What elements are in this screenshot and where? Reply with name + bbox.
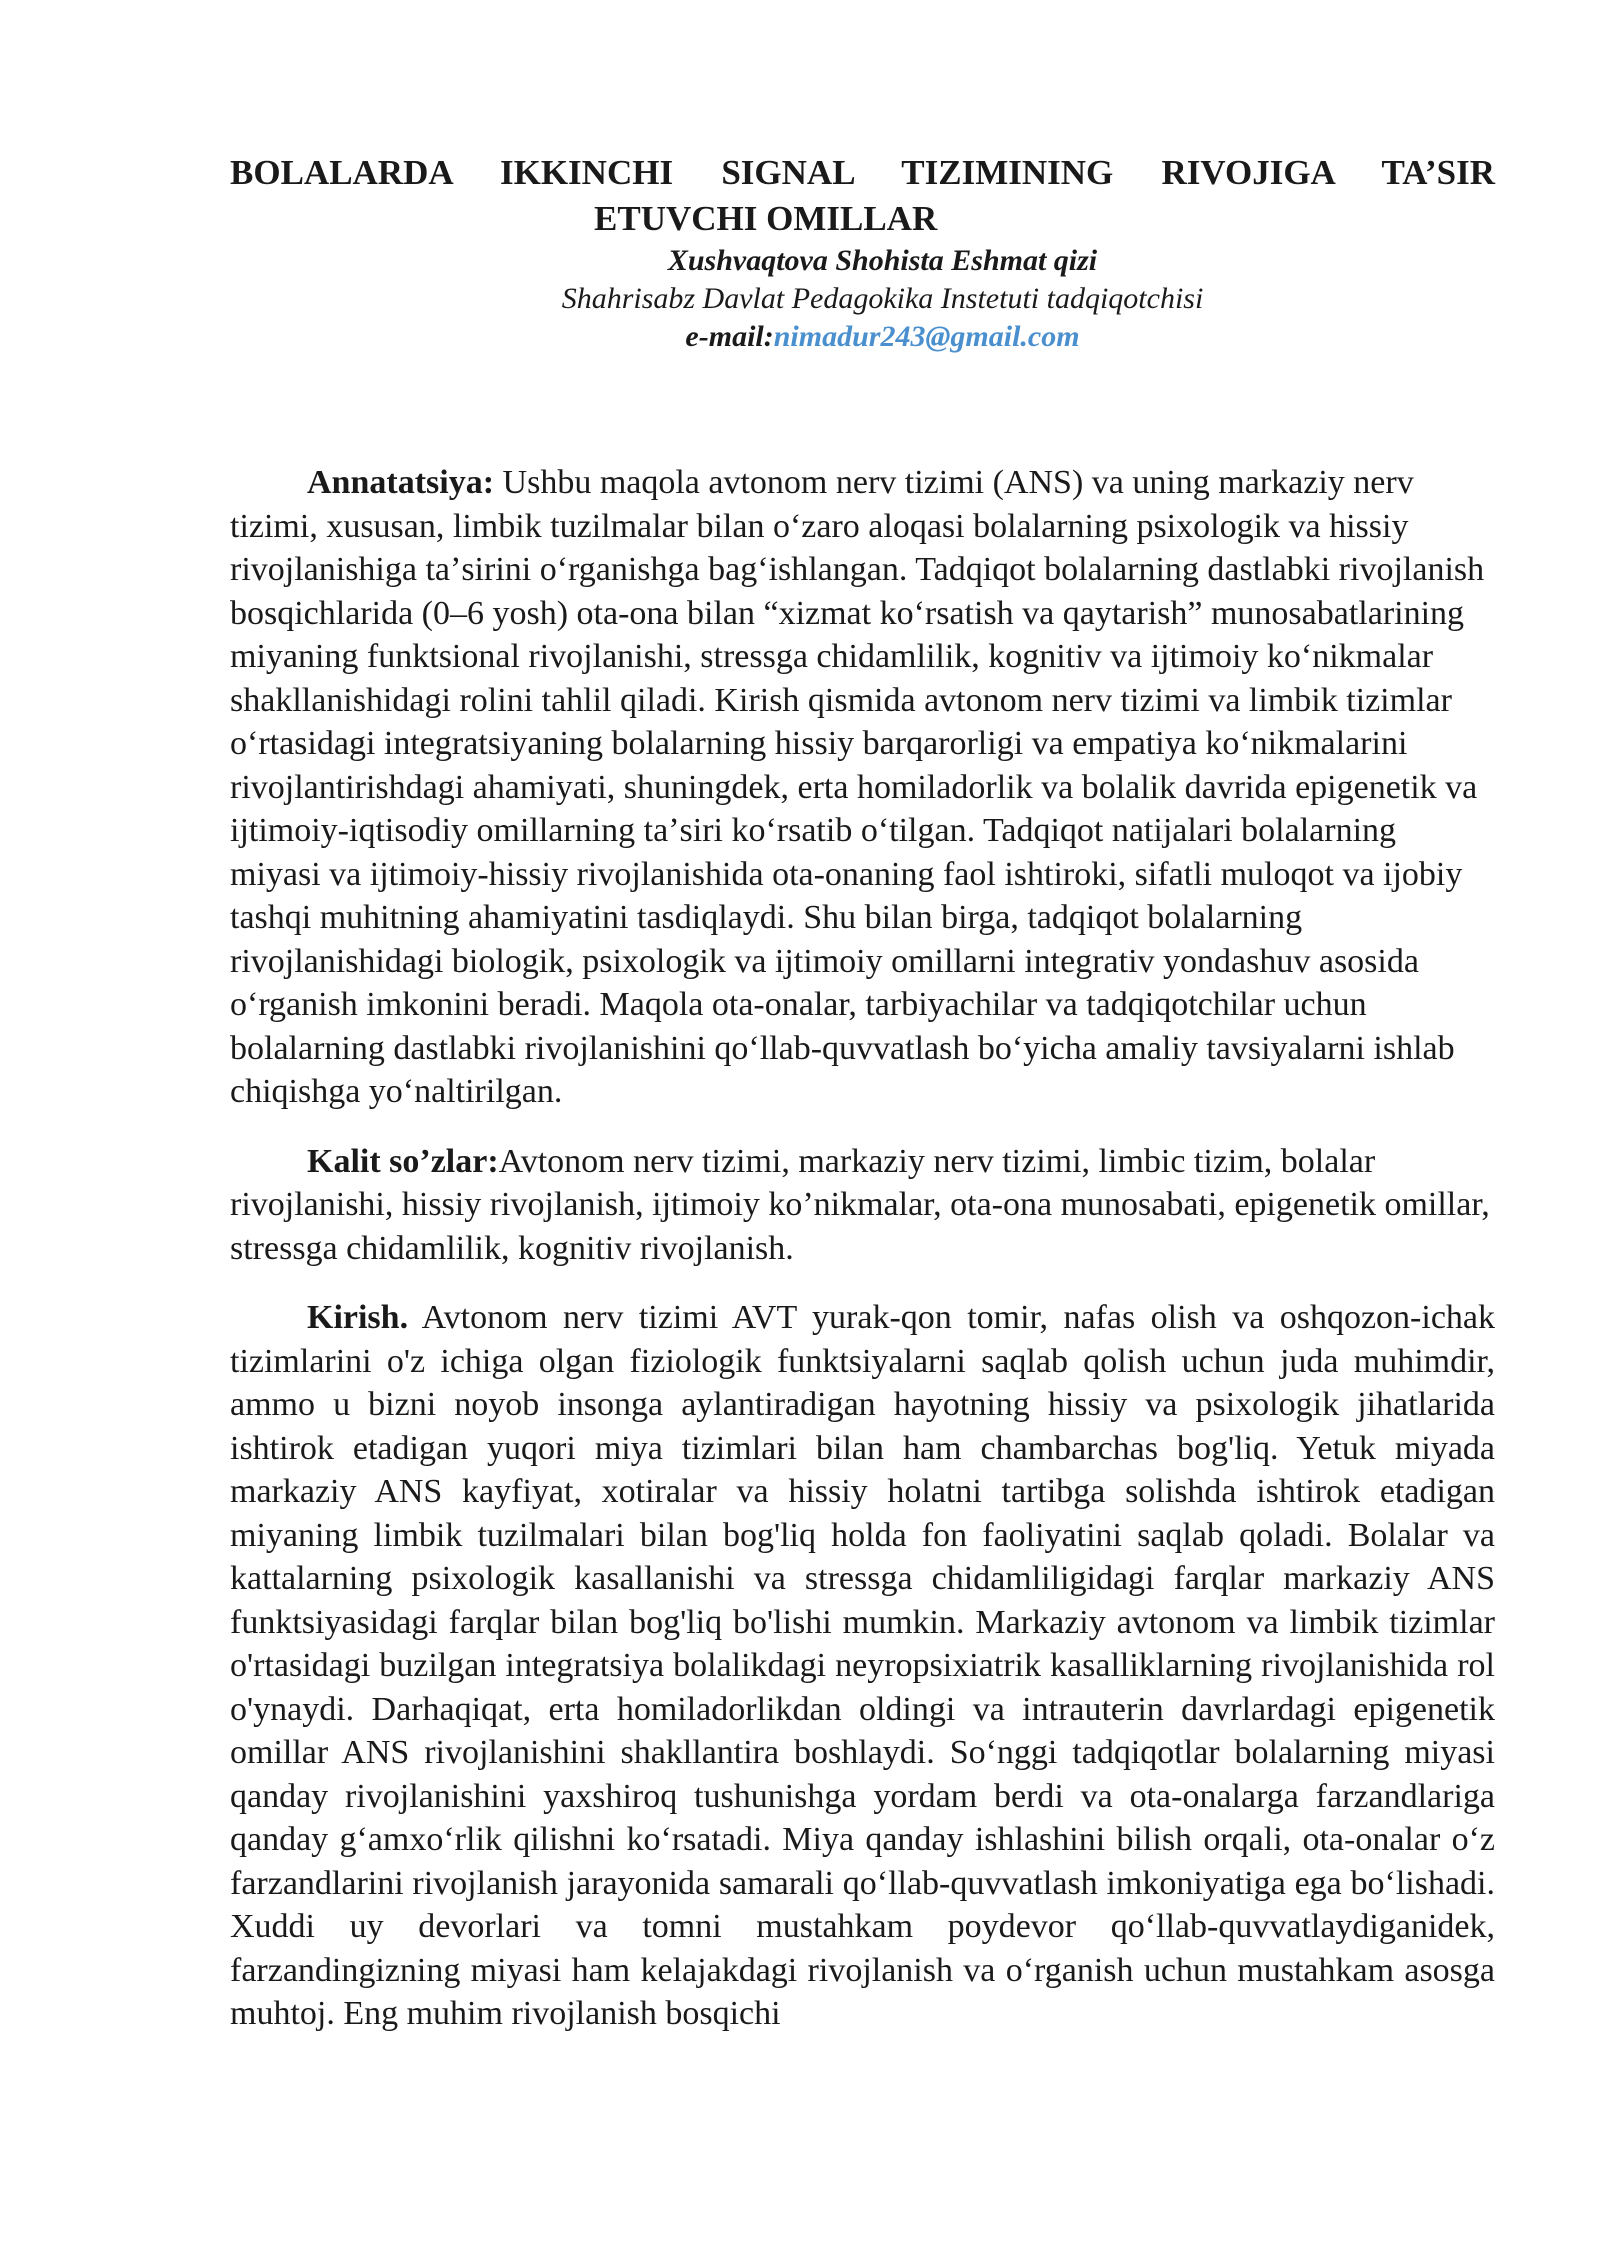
title-line-1: BOLALARDA IKKINCHI SIGNAL TIZIMINING RIVOJIGA TA’SIR	[230, 153, 1495, 192]
paper-page	[230, 150, 1495, 2036]
introduction-paragraph	[230, 1296, 1495, 2036]
author-email-line	[230, 318, 1495, 356]
keywords-text: Avtonom nerv tizimi, markaziy nerv tizimi, limbic tizim, bolalar rivojlanishi, hissiy rivojlanish, ijtimoiy ko’nikmalar, ota-ona munosabati, epigenetik omillar, stressga chidamlilik, kognitiv rivojlanish.	[230, 1142, 1490, 1267]
abstract-paragraph	[230, 461, 1495, 1114]
keywords-label: Kalit so’zlar:	[307, 1142, 499, 1180]
email-label: e-mail:	[685, 320, 774, 353]
keywords-paragraph	[230, 1140, 1495, 1271]
author-affiliation: Shahrisabz Davlat Pedagokika Instetuti tadqiqotchisi	[561, 282, 1204, 315]
abstract-label: Annatatsiya:	[307, 464, 495, 501]
abstract-text: Ushbu maqola avtonom nerv tizimi (ANS) va uning markaziy nerv tizimi, xususan, limbik tuzilmalar bilan oʻzaro aloqasi bolalarning psixologik va hissiy rivojlanishiga taʼsirini oʻrganishga bagʻishlangan. Tadqiqot bolalarning dastlabki rivojlanish bosqichlarida (0–6 yosh) ota-ona bilan “xizmat koʻrsatish va qaytarish” munosabatlarining miyaning funktsional rivojlanishi, stressga chidamlilik, kognitiv va ijtimoiy koʻnikmalar shakllanishidagi rolini tahlil qiladi. Kirish qismida avtonom nerv tizimi va limbik tizimlar oʻrtasidagi integratsiyaning bolalarning hissiy barqarorligi va empatiya koʻnikmalarini rivojlantirishdagi ahamiyati, shuningdek, erta homiladorlik va bolalik davrida epigenetik va ijtimoiy-iqtisodiy omillarning taʼsiri koʻrsatib oʻtilgan. Tadqiqot natijalari bolalarning miyasi va ijtimoiy-hissiy rivojlanishida ota-onaning faol ishtiroki, sifatli muloqot va ijobiy tashqi muhitning ahamiyatini tasdiqlaydi. Shu bilan birga, tadqiqot bolalarning rivojlanishidagi biologik, psixologik va ijtimoiy omillarni integrativ yondashuv asosida oʻrganish imkonini beradi. Maqola ota-onalar, tarbiyachilar va tadqiqotchilar uchun bolalarning dastlabki rivojlanishini qoʻllab-quvvatlash boʻyicha amaliy tavsiyalarni ishlab chiqishga yoʻnaltirilgan.	[230, 464, 1485, 1110]
author-name: Xushvaqtova Shohista Eshmat qizi	[667, 244, 1098, 277]
intro-label: Kirish.	[307, 1299, 409, 1336]
paper-title	[230, 150, 1495, 242]
title-line-2: ETUVCHI OMILLAR	[594, 199, 938, 238]
email-link[interactable]: nimadur243@gmail.com	[773, 320, 1080, 353]
intro-text: Avtonom nerv tizimi AVT yurak-qon tomir, nafas olish va oshqozon-ichak tizimlarini o'z ichiga olgan fiziologik funktsiyalarni saqlab qolish uchun juda muhimdir, ammo u bizni noyob insonga aylantiradigan hayotning hissiy va psixologik jihatlarida ishtirok etadigan yuqori miya tizimlari bilan ham chambarchas bog'liq. Yetuk miyada markaziy ANS kayfiyat, xotiralar va hissiy holatni tartibga solishda ishtirok etadigan miyaning limbik tuzilmalari bilan bog'liq holda fon faoliyatini saqlab qoladi. Bolalar va kattalarning psixologik kasallanishi va stressga chidamliligidagi farqlar markaziy ANS funktsiyasidagi farqlar bilan bog'liq bo'lishi mumkin. Markaziy avtonom va limbik tizimlar o'rtasidagi buzilgan integratsiya bolalikdagi neyropsixiatrik kasalliklarning rivojlanishida rol o'ynaydi. Darhaqiqat, erta homiladorlikdan oldingi va intrauterin davrlardagi epigenetik omillar ANS rivojlanishini shakllantira boshlaydi. Soʻnggi tadqiqotlar bolalarning miyasi qanday rivojlanishini yaxshiroq tushunishga yordam berdi va ota-onalarga farzandlariga qanday gʻamxoʻrlik qilishni koʻrsatadi. Miya qanday ishlashini bilish orqali, ota-onalar oʻz farzandlarini rivojlanish jarayonida samarali qoʻllab-quvvatlash imkoniyatiga ega boʻlishadi. Xuddi uy devorlari va tomni mustahkam poydevor qoʻllab-quvvatlaydiganidek, farzandingizning miyasi ham kelajakdagi rivojlanish va oʻrganish uchun mustahkam asosga muhtoj. Eng muhim rivojlanish bosqichi	[230, 1299, 1495, 2032]
